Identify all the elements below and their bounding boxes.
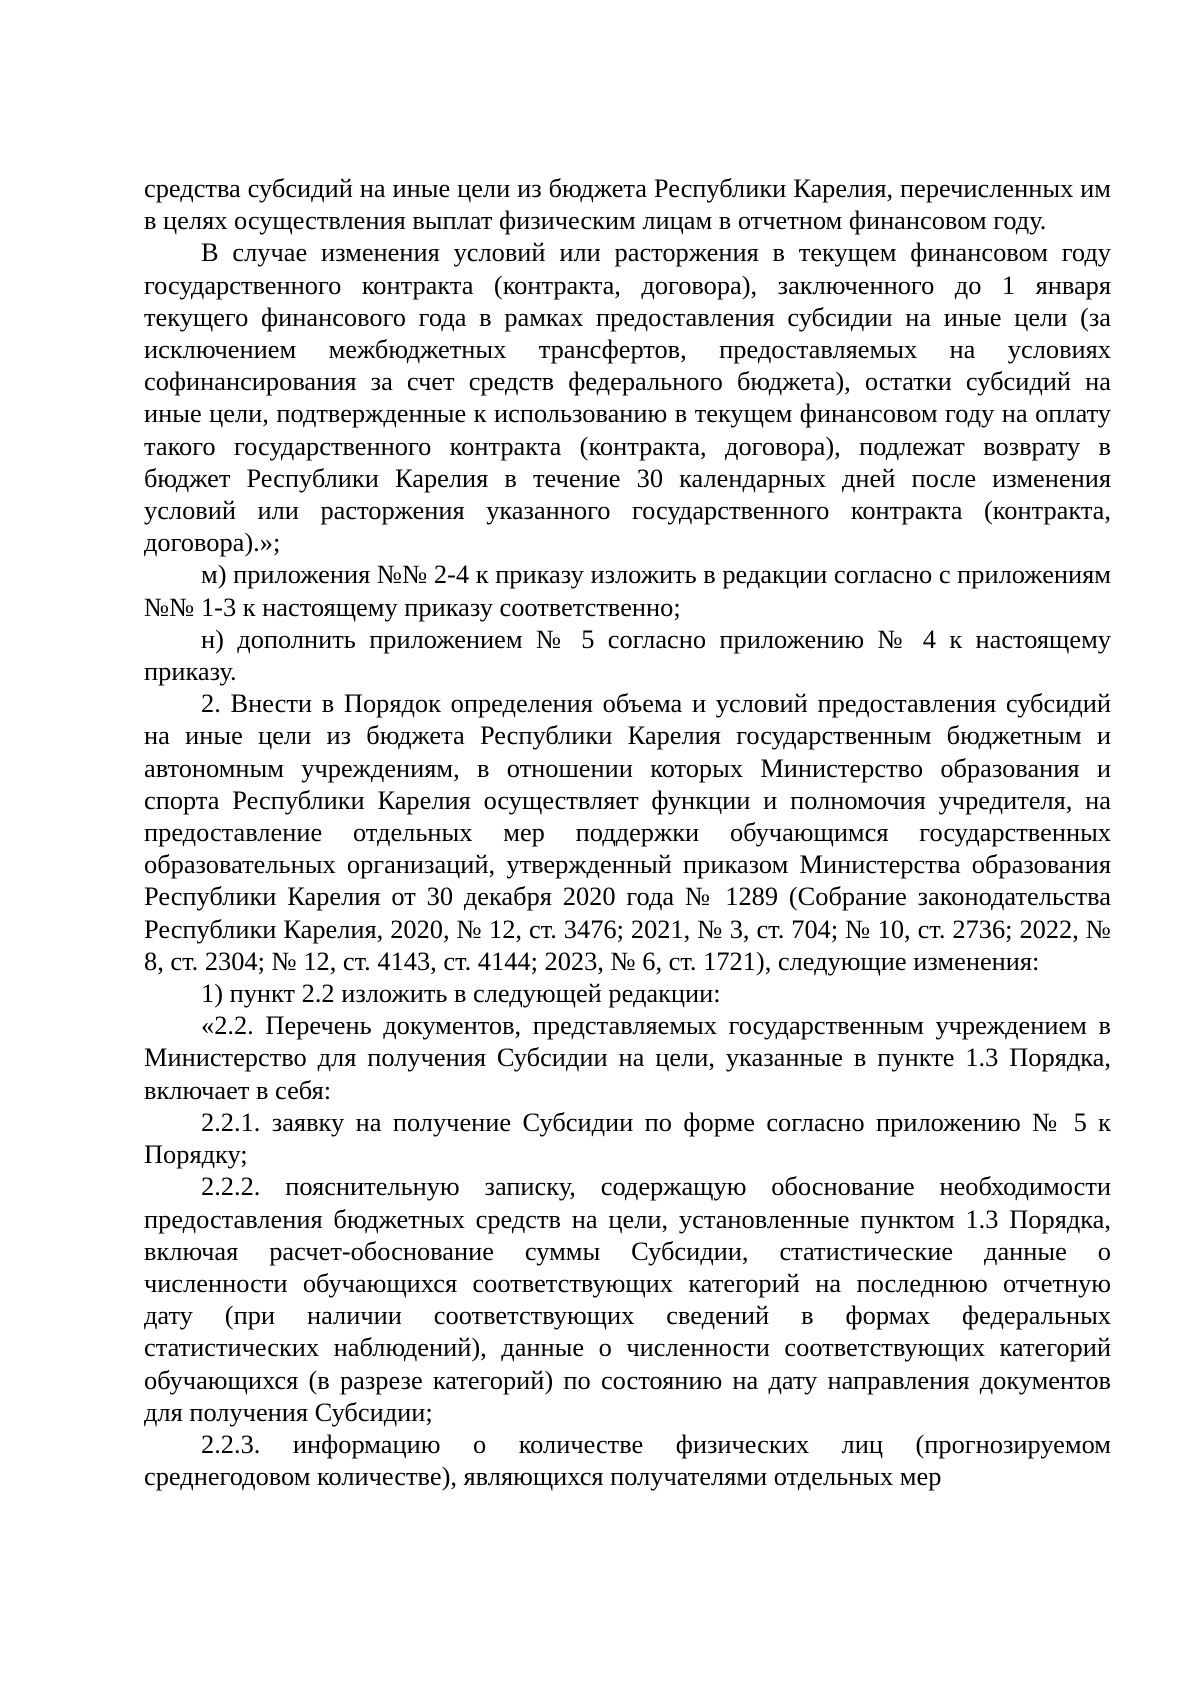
paragraph-clause-2-2-3: 2.2.3. информацию о количестве физических лиц (прогнозируемом среднегодовом количестве), являющихся получателями отдельных мер	[144, 1428, 1111, 1492]
paragraph-continuation: средства субсидий на иные цели из бюджета Республики Карелия, перечисленных им в целях осуществления выплат физическим лицам в отчетном финансовом году.	[144, 173, 1111, 236]
paragraph-section-2: 2. Внести в Порядок определения объема и условий предоставления субсидий на иные цели из бюджета Республики Карелия государственным бюджетным и автономным учреждениям, в отношении которых Министерство образования и спорта Республики Карелия осуществляет функции и полномочия учредителя, на предоставление отдельных мер поддержки обучающимся государственных образовательных организаций, утвержденный приказом Министерства образования Республики Карелия от 30 декабря 2020 года № 1289 (Собрание законодательства Республики Карелия, 2020, № 12, ст. 3476; 2021, № 3, ст. 704; № 10, ст. 2736; 2022, № 8, ст. 2304; № 12, ст. 4143, ст. 4144; 2023, № 6, ст. 1721), следующие изменения:	[144, 688, 1111, 976]
paragraph-clause-2-2-2: 2.2.2. пояснительную записку, содержащую обоснование необходимости предоставления бюджетных средств на цели, установленные пунктом 1.3 Порядка, включая расчет-обоснование суммы Субсидии, статистические данные о численности обучающихся соответствующих категорий на последнюю отчетную дату (при наличии соответствующих сведений в формах федеральных статистических наблюдений), данные о численности соответствующих категорий обучающихся (в разрезе категорий) по состоянию на дату направления документов для получения Субсидии;	[144, 1171, 1111, 1427]
paragraph-item-m: м) приложения №№ 2-4 к приказу изложить в редакции согласно с приложениям №№ 1-3 к настоящему приказу соответственно;	[144, 559, 1111, 622]
paragraph-item-n: н) дополнить приложением № 5 согласно приложению № 4 к настоящему приказу.	[144, 623, 1111, 687]
paragraph-clause-2-2: «2.2. Перечень документов, представляемых государственным учреждением в Министерство для получения Субсидии на цели, указанные в пункте 1.3 Порядка, включает в себя:	[144, 1010, 1111, 1105]
document-body	[144, 172, 1111, 1492]
paragraph-contract-change: В случае изменения условий или расторжения в текущем финансовом году государственного контракта (контракта, договора), заключенного до 1 января текущего финансового года в рамках предоставления субсидии на иные цели (за исключением межбюджетных трансфертов, предоставляемых на условиях софинансирования за счет средств федерального бюджета), остатки субсидий на иные цели, подтвержденные к использованию в текущем финансовом году на оплату такого государственного контракта (контракта, договора), подлежат возврату в бюджет Республики Карелия в течение 30 календарных дней после изменения условий или расторжения указанного государственного контракта (контракта, договора).»;	[144, 237, 1111, 558]
paragraph-clause-2-2-1: 2.2.1. заявку на получение Субсидии по форме согласно приложению № 5 к Порядку;	[144, 1106, 1111, 1170]
paragraph-subitem-1: 1) пункт 2.2 изложить в следующей редакции:	[201, 978, 721, 1009]
